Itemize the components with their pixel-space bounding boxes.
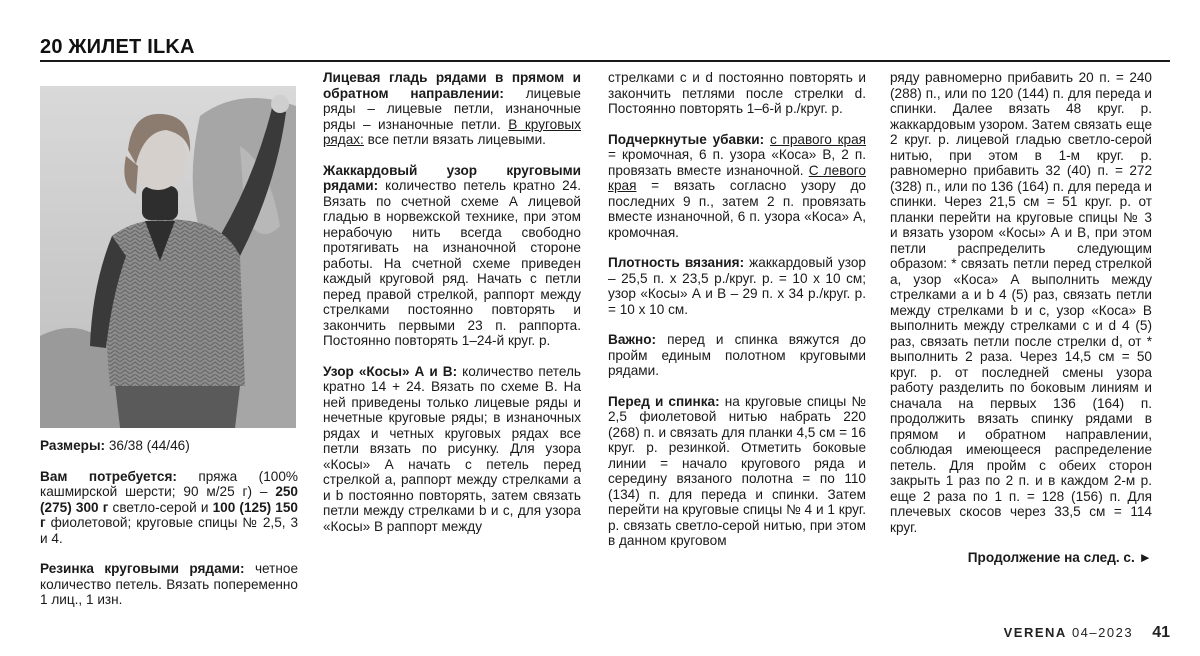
sizes-paragraph <box>40 438 298 454</box>
rib-paragraph <box>40 561 298 608</box>
cable-text: количество петель кратно 14 + 24. Вязать по схеме В. На ней приведены только лицевые ряды и нечетные круговые ряды; в изнаночных рядах и четных круговых рядах все петли вязать по рисунку. Для узора «Косы» А начать с петель перед стрелкой a, раппорт между стрелками а и b постоянно повторять, затем связать петли между стрелками b и c, для узора «Косы» В раппорт между <box>323 363 581 534</box>
front-back-text: на круговые спицы № 2,5 фиолетовой нитью набрать 220 (268) п. и связать для планки 4,5 см = 16 круг. р. резинкой. Отметить боковые линии = начало кругового ряда и середину вязаного полотна = по 110 (134) п. для переда и спинки. Затем перейти на круговые спицы № 4 и 1 круг. р. связать светло-серой нитью, при этом в данном круговом <box>608 393 866 548</box>
model-photo <box>40 86 296 428</box>
stockinette-label: Лицевая гладь рядами в прямом и обратном направлении: <box>323 70 581 101</box>
materials-amount-grey: 250 (275) 300 г <box>40 484 298 515</box>
column-4 <box>890 70 1152 566</box>
jacquard-label: Жаккардовый узор круговыми рядами: <box>323 162 581 193</box>
sizes-label: Размеры: <box>40 438 106 453</box>
cable-label: Узор «Косы» А и В: <box>323 363 458 379</box>
important-paragraph <box>608 332 866 379</box>
sizes-value: 36/38 (44/46) <box>105 438 190 453</box>
gauge-text: жаккардовый узор – 25,5 п. х 23,5 р./круг. р. = 10 х 10 см; узор «Косы» А и В – 29 п. х 34 р./круг. р. = 10 х 10 см. <box>608 255 866 317</box>
continued-next-label: Продолжение на след. с. <box>967 550 1135 565</box>
column-2 <box>323 70 581 534</box>
column-1 <box>40 438 298 608</box>
materials-amount-violet: 100 (125) 150 г <box>40 499 298 530</box>
front-back-label: Перед и спинка: <box>608 393 720 409</box>
stockinette-paragraph <box>323 70 581 148</box>
page-number: 41 <box>1152 624 1170 641</box>
gauge-paragraph <box>608 255 866 317</box>
rib-label: Резинка круговыми рядами: <box>40 561 245 576</box>
materials-text-2: светло-серой и <box>108 499 213 515</box>
gauge-label: Плотность вязания: <box>608 255 745 270</box>
decreases-label: Подчеркнутые убавки: <box>608 131 765 147</box>
materials-label: Вам потребуется: <box>40 468 177 484</box>
magazine-name: VERENA <box>1003 625 1067 640</box>
front-back-continued: ряду равномерно прибавить 20 п. = 240 (288) п., или по 120 (144) п. для переда и спинки. Далее вязать 48 круг. р. жаккардовым узором. Затем связать еще 2 круг. р. лицевой гладью светло-серой нитью, при этом в 1-м круг. р. равномерно прибавить 32 (40) п. = 272 (328) п., или по 136 (164) п. для переда и спинки. Через 21,5 см = 51 круг. р. от планки перейти на круговые спицы № 3 и вязать узором «Косы» А и В, при этом петли распределить следующим образом: * связать петли перед стрелкой а, узор «Коса» А выполнить между стрелками а и b 4 (5) раз, связать петли между стрелками b и с, узор «Коса» В выполнить между стрелками с и d 4 (5) раз, связать петли после стрелки d, от * выполнить 2 раза. Через 14,5 см = 50 круг. р. от последней смены узора работу разделить по боковым линиям и сначала на первых 136 (164) п. продолжить вязать спинку рядами в прямом и обратном направлении, соблюдая имеющееся распределение петель. Для пройм с обеих сторон закрыть 1 раз по 2 п. и в каждом 2-м р. еще 2 раза по 1 п. = 128 (156) п. Для плечевых скосов через 33,5 см = 114 круг. <box>890 70 1152 535</box>
stockinette-text-2: все петли вязать лицевыми. <box>363 132 546 147</box>
decreases-right-edge: с правого края <box>769 131 867 147</box>
issue-number: 04–2023 <box>1071 625 1134 640</box>
column-3 <box>608 70 866 549</box>
stockinette-underlined: В круговых рядах: <box>323 116 581 147</box>
materials-text-3: фиолетовой; круговые спицы № 2,5, 3 и 4. <box>40 515 298 546</box>
materials-text-1: пряжа (100% кашмирской шерсти; 90 м/25 г) – <box>40 468 298 499</box>
jacquard-paragraph <box>323 163 581 349</box>
materials-paragraph <box>40 469 298 547</box>
page-title: 20 ЖИЛЕТ ILKA <box>40 36 195 58</box>
page-footer <box>1004 624 1170 642</box>
important-text: перед и спинка вяжутся до пройм единым полотном круговыми рядами. <box>608 332 866 378</box>
front-back-paragraph <box>608 394 866 549</box>
decreases-left-edge: С левого края <box>608 162 866 193</box>
model-photo-illustration <box>40 86 296 428</box>
continuation-paragraph: стрелками с и d постоянно повторять и закончить петлями после стрелки d. Постоянно повторять 1–6-й р./круг. р. <box>608 70 866 116</box>
arrow-right-icon: ► <box>1138 550 1152 565</box>
continued-next-page[interactable] <box>890 550 1152 566</box>
title-divider <box>40 60 1170 62</box>
decreases-text-1: = кромочная, 6 п. узора «Коса» В, 2 п. провязать вместе изнаночной. <box>608 147 866 178</box>
stockinette-text-1: лицевые ряды – лицевые петли, изнаночные ряды – изнаночные петли. <box>323 85 581 132</box>
decreases-text-2: = вязать согласно узору до последних 9 п., затем 2 п. провязать вместе изнаночной, 6 п. узора «Коса» А, кромочная. <box>608 178 866 240</box>
rib-text: четное количество петель. Вязать попеременно 1 лиц., 1 изн. <box>40 561 298 607</box>
decreases-paragraph <box>608 132 866 241</box>
cable-paragraph <box>323 364 581 535</box>
important-label: Важно: <box>608 332 657 347</box>
jacquard-text: количество петель кратно 24. Вязать по счетной схеме А лицевой гладью в норвежской технике, при этом нерабочую нить всегда свободно протягивать на изнаночной стороне работы. На счетной схеме приведен каждый круговой ряд. Начать с петли перед правой стрелкой, раппорт между стрелками постоянно повторять и закончить первыми 23 п. раппорта. Постоянно повторять 1–24-й круг. р. <box>323 178 581 348</box>
